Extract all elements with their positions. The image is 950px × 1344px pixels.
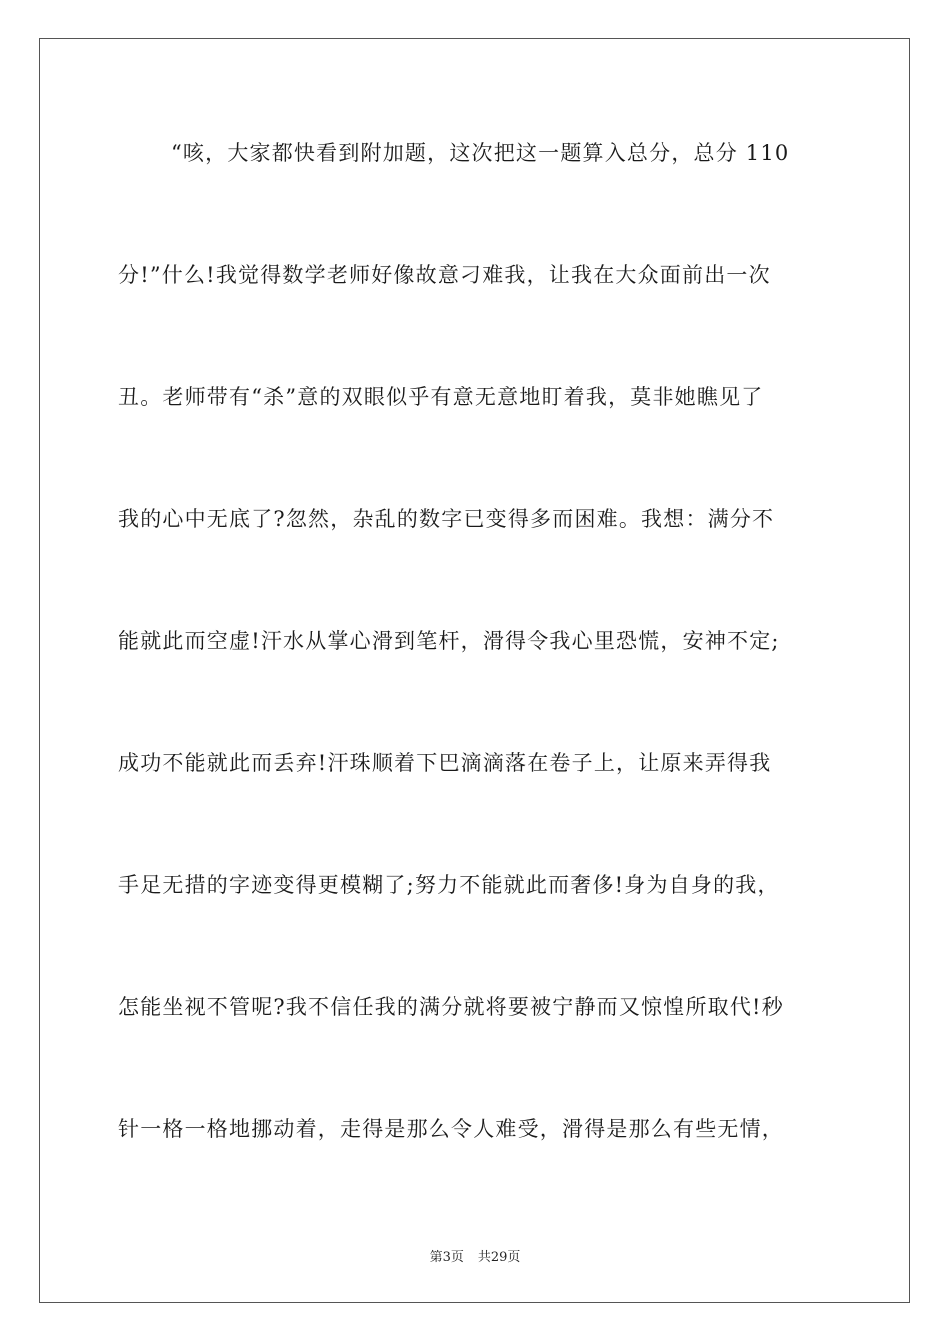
page-number-current: 第3页 [429, 1250, 464, 1265]
paragraph-line: “咳，大家都快看到附加题，这次把这一题算入总分，总分 110 [171, 141, 790, 165]
document-body [118, 124, 832, 1222]
paragraph-line: 针一格一格地挪动着，走得是那么令人难受，滑得是那么有些无情， [118, 1117, 784, 1141]
page-footer [0, 1246, 950, 1265]
paragraph-line: 手足无措的字迹变得更模糊了;努力不能就此而奢侈!身为自身的我， [118, 873, 780, 897]
paragraph-line: 丑。老师带有“杀”意的双眼似乎有意无意地盯着我，莫非她瞧见了 [118, 385, 764, 409]
paragraph-line: 能就此而空虚!汗水从掌心滑到笔杆，滑得令我心里恐慌，安神不定; [118, 629, 780, 653]
paragraph-line: 分!”什么!我觉得数学老师好像故意刁难我，让我在大众面前出一次 [118, 263, 771, 287]
paragraph-line: 怎能坐视不管呢?我不信任我的满分就将要被宁静而又惊惶所取代!秒 [118, 995, 784, 1019]
paragraph-line: 成功不能就此而丢弃!汗珠顺着下巴滴滴落在卷子上，让原来弄得我 [118, 751, 772, 775]
paragraph-line: 我的心中无底了?忽然，杂乱的数字已变得多而困难。我想：满分不 [118, 507, 775, 531]
page-number-total: 共29页 [477, 1250, 521, 1265]
